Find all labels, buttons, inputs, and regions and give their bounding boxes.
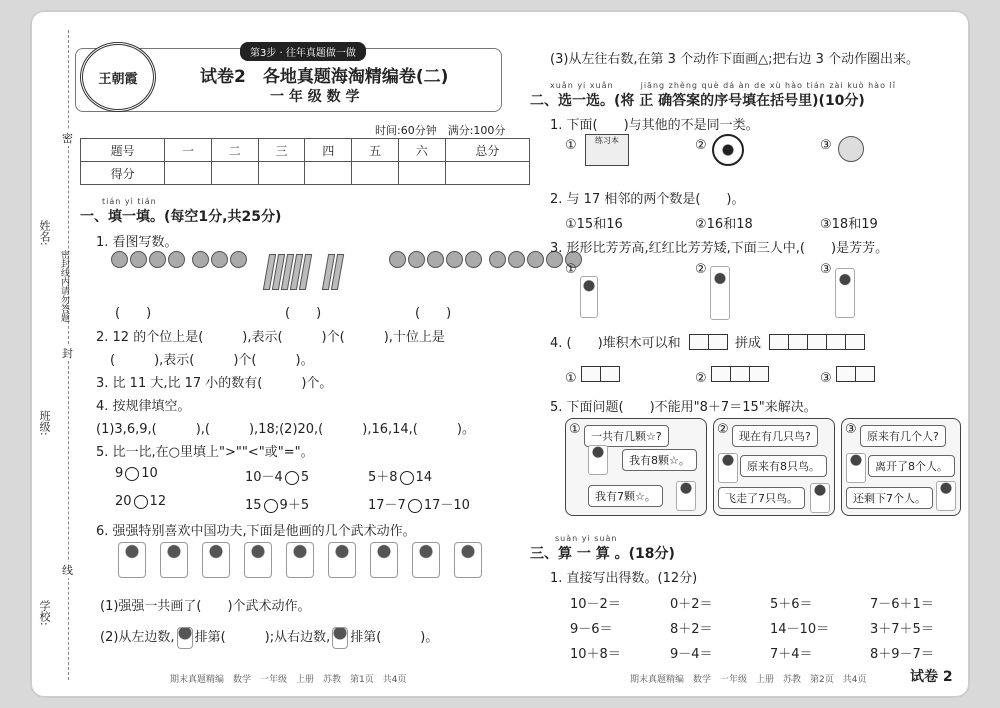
c2-option[interactable]: ②16和18	[695, 217, 753, 232]
table-cell: 三	[258, 139, 305, 162]
d1-text: 1. 直接写出得数。(12分)	[550, 571, 698, 586]
calc-item[interactable]: 8＋2＝	[670, 622, 713, 637]
cube	[749, 366, 769, 382]
fruit-group-1	[110, 250, 190, 273]
kungfu-figure-small	[332, 627, 348, 649]
c3-text: 3. 形形比芳芳高,红红比芳芳矮,下面三人中,( )是芳芳。	[550, 241, 889, 256]
compare-item: 9 10	[115, 466, 158, 481]
kungfu-figures	[118, 542, 496, 582]
story-question: 一共有几颗☆?	[584, 425, 669, 447]
c1-text: 1. 下面( )与其他的不是同一类。	[550, 118, 759, 133]
option-mark[interactable]: ③	[820, 262, 832, 277]
cube	[730, 366, 750, 382]
section3-title: 三、算 一 算 。(18分)	[530, 546, 675, 562]
cube	[769, 334, 789, 350]
fruit	[527, 251, 544, 268]
kungfu-figure	[454, 542, 482, 578]
score-cell[interactable]	[258, 162, 305, 185]
child-figure	[846, 453, 866, 483]
calc-item[interactable]: 10＋8＝	[570, 647, 621, 662]
time-info: 时间:60分钟 满分:100分	[375, 124, 506, 137]
q1-answer-1[interactable]: ( )	[115, 306, 152, 321]
cube	[836, 366, 856, 382]
story-line: 原来有8只鸟。	[740, 455, 827, 477]
kungfu-figure	[160, 542, 188, 578]
cube	[708, 334, 728, 350]
block-row	[769, 334, 864, 354]
cube	[855, 366, 875, 382]
story-box-3	[841, 418, 961, 516]
kungfu-figure	[202, 542, 230, 578]
c2-text: 2. 与 17 相邻的两个数是( )。	[550, 192, 745, 207]
table-row	[81, 139, 530, 162]
score-cell[interactable]	[211, 162, 258, 185]
kungfu-figure	[244, 542, 272, 578]
girl-figure	[580, 276, 598, 318]
fruit	[408, 251, 425, 268]
table-cell: 总分	[445, 139, 529, 162]
compare-circle[interactable]	[400, 471, 414, 485]
child-figure	[810, 483, 830, 513]
page-title: 试卷2 各地真题海淘精编卷(二)	[200, 67, 449, 87]
cube	[788, 334, 808, 350]
table-cell: 四	[305, 139, 352, 162]
exam-sheet	[30, 10, 970, 698]
option-mark[interactable]: ①	[565, 138, 577, 153]
q3-text: 3. 比 11 大,比 17 小的数有( )个。	[96, 376, 333, 391]
fruit	[130, 251, 147, 268]
cube	[600, 366, 620, 382]
calc-item[interactable]: 14－10＝	[770, 622, 830, 637]
story-line: 我有8颗☆。	[622, 449, 697, 471]
compare-item: 10－4 5	[245, 470, 310, 485]
cube	[807, 334, 827, 350]
score-cell[interactable]	[305, 162, 352, 185]
c5-text: 5. 下面问题( )不能用"8＋7＝15"来解决。	[550, 400, 817, 415]
calc-item[interactable]: 9－4＝	[670, 647, 713, 662]
kungfu-figure-small	[177, 627, 193, 649]
story-line: 我有7颗☆。	[588, 485, 663, 507]
option-mark[interactable]: ①	[565, 262, 577, 277]
compare-item: 20 12	[115, 494, 167, 509]
table-cell: 六	[398, 139, 445, 162]
cube	[711, 366, 731, 382]
fruit	[111, 251, 128, 268]
story-line: 还剩下7个人。	[846, 487, 933, 509]
fruit	[389, 251, 406, 268]
score-cell[interactable]	[352, 162, 399, 185]
story-box-1	[565, 418, 707, 516]
s1-pinyin: tián yì tián	[102, 197, 157, 206]
fruit-group-2	[388, 250, 498, 273]
child-figure	[936, 481, 956, 511]
school-label: 学校:	[38, 600, 51, 626]
c4-option[interactable]: ②	[695, 366, 768, 386]
q6-text: 6. 强强特别喜欢中国功夫,下面是他画的几个武术动作。	[96, 524, 416, 539]
story-line: 飞走了7只鸟。	[718, 487, 805, 509]
fruit	[192, 251, 209, 268]
kungfu-figure	[370, 542, 398, 578]
q4-text: 4. 按规律填空。	[96, 399, 191, 414]
score-table	[80, 138, 530, 185]
fruit	[489, 251, 506, 268]
story-question: 原来有几个人?	[860, 425, 946, 447]
compare-item: 15 9＋5	[245, 498, 310, 513]
c4-option[interactable]: ①	[565, 366, 619, 386]
fruit	[149, 251, 166, 268]
s3-pinyin: suàn yi suàn	[555, 534, 618, 543]
stick-bundle	[265, 254, 342, 294]
compare-item: 17－7 17－10	[368, 498, 470, 513]
soccer-ball-icon	[712, 134, 744, 166]
kungfu-figure	[286, 542, 314, 578]
fruit	[211, 251, 228, 268]
kungfu-figure	[328, 542, 356, 578]
c4-text: 4. ( )堆积木可以和 拼成	[550, 332, 864, 354]
book-image: 练习本	[585, 134, 629, 166]
section1-title: 一、填一填。(每空1分,共25分)	[80, 209, 282, 225]
seal-xian: 线	[62, 564, 73, 577]
q5-text: 5. 比一比,在○里填上">""<"或"="。	[96, 445, 314, 460]
step-badge: 第3步 · 往年真题做一做	[240, 42, 366, 61]
table-cell: 题号	[81, 139, 165, 162]
compare-circle[interactable]	[264, 499, 278, 513]
score-cell[interactable]	[398, 162, 445, 185]
calc-item[interactable]: 3＋7＋5＝	[870, 622, 934, 637]
table-cell: 二	[211, 139, 258, 162]
compare-circle[interactable]	[134, 495, 148, 509]
option-mark[interactable]: ②	[695, 262, 707, 277]
table-cell: 一	[165, 139, 212, 162]
logo: 王朝霞	[80, 42, 156, 112]
option-mark[interactable]: ③	[820, 138, 832, 153]
table-row	[81, 162, 530, 185]
seal-feng: 封	[62, 347, 73, 360]
fruit	[446, 251, 463, 268]
block-pair	[689, 334, 727, 354]
calc-item[interactable]: 0＋2＝	[670, 597, 713, 612]
calc-item[interactable]: 7＋4＝	[770, 647, 813, 662]
calc-item[interactable]: 8＋9－7＝	[870, 647, 934, 662]
name-label: 姓名:	[38, 220, 51, 246]
fruit	[427, 251, 444, 268]
child-figure	[718, 453, 738, 483]
calc-item[interactable]: 9－6＝	[570, 622, 613, 637]
fruit	[168, 251, 185, 268]
c2-option[interactable]: ①15和16	[565, 217, 623, 232]
kungfu-figure	[412, 542, 440, 578]
calc-item[interactable]: 5＋6＝	[770, 597, 813, 612]
q4-items: (1)3,6,9,( ),( ),18;(2)20,( ),16,14,( )。	[96, 422, 475, 437]
s2-pinyin: xuǎn yi xuǎn jiāng zhèng què dá àn de xù hào tián zài kuò hào lǐ	[550, 81, 896, 90]
cube	[826, 334, 846, 350]
seal-warning: 密封线内请勿答题	[59, 250, 69, 322]
girl-figure	[835, 268, 855, 318]
option-mark[interactable]: ①	[569, 422, 581, 437]
calc-item[interactable]: 7－6＋1＝	[870, 597, 934, 612]
q6a-text: (1)强强一共画了( )个武术动作。	[100, 599, 311, 614]
seal-mi: 密	[62, 132, 73, 145]
option-mark[interactable]: ②	[717, 422, 729, 437]
section2-title: 二、选一选。(将 正 确答案的序号填在括号里)(10分)	[530, 93, 865, 109]
girl-figure	[710, 266, 730, 320]
q1-answer-3[interactable]: ( )	[415, 306, 452, 321]
story-box-2	[713, 418, 835, 516]
class-label: 班级:	[38, 410, 51, 436]
story-line: 离开了8个人。	[868, 455, 955, 477]
cube	[581, 366, 601, 382]
option-mark[interactable]: ③	[845, 422, 857, 437]
q1-answer-2[interactable]: ( )	[285, 306, 322, 321]
option-mark[interactable]: ②	[695, 138, 707, 153]
cube	[689, 334, 709, 350]
c4-option[interactable]: ③	[820, 366, 874, 386]
q2-text-cont: ( ),表示( )个( )。	[110, 353, 314, 368]
page-tag: 试卷 2	[910, 669, 953, 685]
compare-circle[interactable]	[408, 499, 422, 513]
q6b-text: (2)从左边数, 排第( );从右边数, 排第( )。	[100, 626, 438, 649]
cube	[845, 334, 865, 350]
q6c-text: (3)从左往右数,在第 3 个动作下面画△;把右边 3 个动作圈出来。	[550, 52, 919, 67]
q1-text: 1. 看图写数。	[96, 235, 178, 250]
fruit	[465, 251, 482, 268]
calc-item[interactable]: 10－2＝	[570, 597, 621, 612]
volleyball-icon	[838, 136, 864, 162]
fruit	[230, 251, 247, 268]
page-subtitle: 一 年 级 数 学	[270, 89, 360, 105]
table-cell: 五	[352, 139, 399, 162]
fruit	[508, 251, 525, 268]
compare-item: 5＋8 14	[368, 470, 433, 485]
compare-circle[interactable]	[125, 467, 139, 481]
footer-left: 期末真题精编 数学 一年级 上册 苏教 第1页 共4页	[170, 675, 407, 685]
table-cell: 得分	[81, 162, 165, 185]
kungfu-figure	[118, 542, 146, 578]
score-cell[interactable]	[445, 162, 529, 185]
c2-option[interactable]: ③18和19	[820, 217, 878, 232]
child-figure	[676, 481, 696, 511]
child-figure	[588, 445, 608, 475]
q2-text: 2. 12 的个位上是( ),表示( )个( ),十位上是	[96, 330, 445, 345]
score-cell[interactable]	[165, 162, 212, 185]
compare-circle[interactable]	[285, 471, 299, 485]
story-question: 现在有几只鸟?	[732, 425, 818, 447]
footer-right: 期末真题精编 数学 一年级 上册 苏教 第2页 共4页	[630, 675, 867, 685]
